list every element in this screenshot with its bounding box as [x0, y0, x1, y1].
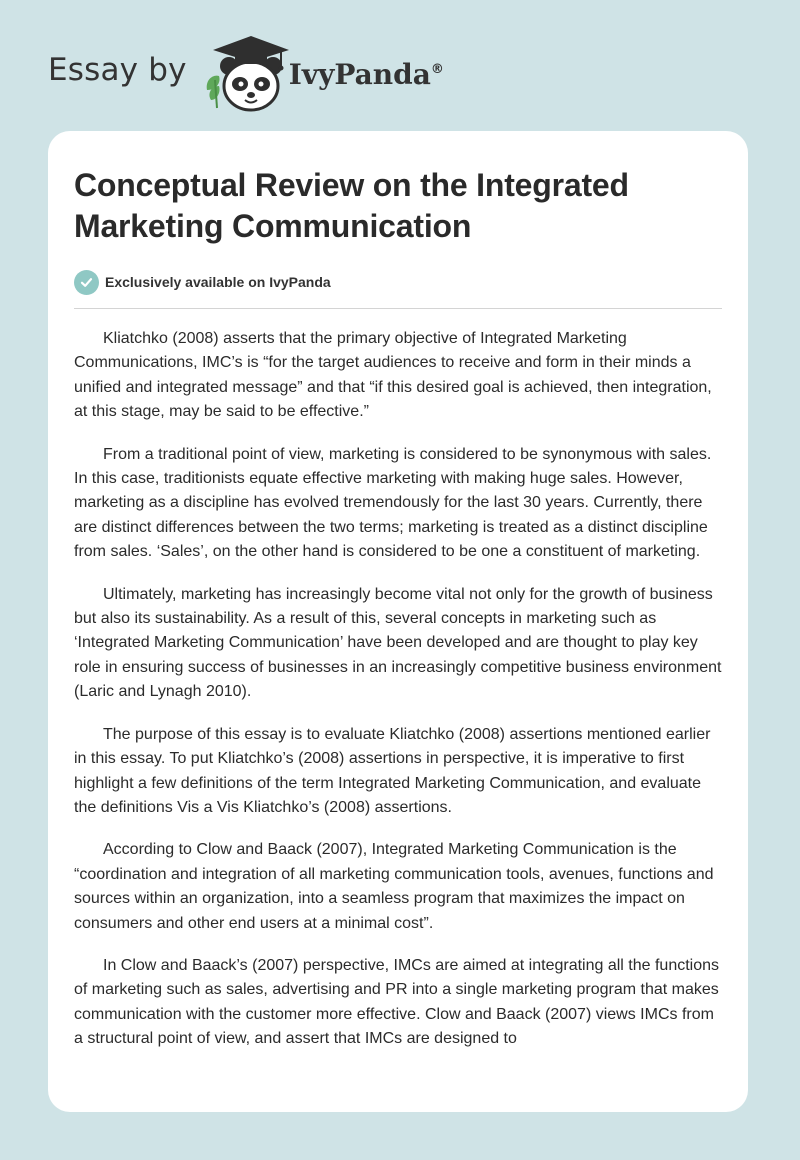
paragraph: From a traditional point of view, marketing is considered to be synonymous with sales. In this case, traditionists equate effective marketing with making huge sales. However, marketing as a discipline has evolved tremendously for the last 30 years. Currently, there are distinct differences between the two terms; marketing is treated as a distinct discipline from sales. ‘Sales’, on the other hand is considered to be one a constituent of marketing.: [74, 445, 712, 561]
essay-card: [48, 131, 748, 1112]
essay-by-label: Essay by: [48, 52, 187, 88]
essay-body: [74, 327, 722, 1052]
panda-graduation-cap-icon[interactable]: [201, 30, 295, 116]
paragraph: According to Clow and Baack (2007), Integrated Marketing Communication is the “coordination and integration of all marketing communication tools, avenues, functions and sources within an organization, into a seamless program that maximizes the impact on consumers and other end users at a minimal cost”.: [74, 841, 714, 932]
availability-badge: [74, 268, 722, 296]
paragraph: In Clow and Baack’s (2007) perspective, IMCs are aimed at integrating all the functions of marketing such as sales, advertising and PR into a single marketing program that makes communication with the customer more effective. Clow and Baack (2007) views IMCs from a structural point of view, and assert that IMCs are designed to: [74, 956, 720, 1048]
paragraph: Ultimately, marketing has increasingly become vital not only for the growth of business but also its sustainability. As a result of this, several concepts in marketing such as ‘Integrated Marketing Communication’ have been developed and are thought to play key role in ensuring success of businesses in an increasingly competitive business environment (Laric and Lynagh 2010).: [74, 585, 722, 701]
brand-name-text: IvyPanda: [288, 57, 431, 91]
paragraph: Kliatchko (2008) asserts that the primary objective of Integrated Marketing Communications, IMC’s is “for the target audiences to receive and form in their minds a unified and integrated message” and that “if this desired goal is achieved, then integration, at this stage, may be said to be effective.”: [74, 330, 712, 421]
site-header: [48, 30, 444, 116]
availability-text: Exclusively available on IvyPanda: [105, 274, 331, 290]
registered-mark: ®: [430, 61, 444, 77]
divider: [74, 308, 722, 309]
essay-title: Conceptual Review on the Integrated Marketing Communication: [74, 167, 629, 244]
check-circle-icon: [74, 270, 99, 295]
paragraph: The purpose of this essay is to evaluate Kliatchko (2008) assertions mentioned earlier in this essay. To put Kliatchko’s (2008) assertions in perspective, it is imperative to first highlight a few definitions of the term Integrated Marketing Communication, and evaluate the definitions Vis a Vis Kliatchko’s (2008) assertions.: [74, 725, 711, 816]
brand-name[interactable]: [289, 58, 444, 91]
